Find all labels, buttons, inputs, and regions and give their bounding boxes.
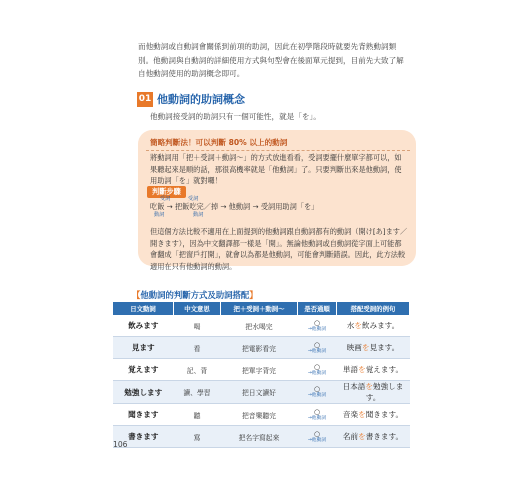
- example-verb: 覚えます。: [365, 365, 404, 374]
- circle-mark: ○: [313, 429, 321, 438]
- header-verb: 日文動詞: [113, 302, 174, 315]
- table-title: 【他動詞的判斷方式及助詞搭配】: [132, 290, 258, 300]
- verb-type-note: →他動詞: [307, 370, 327, 376]
- tip-box-paragraph-1: 將動詞用「把＋受詞＋動詞～」的方式放進看看，受詞要擺什麼單字都可以，如果聽起來是順的話，那很高機率就是「他動詞」了。只要判斷出來是他動詞，使用助詞「を」就對囉！: [150, 153, 402, 186]
- verb-cell: 書きます: [113, 426, 174, 448]
- example-cell: [337, 381, 410, 404]
- header-test: 把＋受詞＋動詞～: [221, 302, 298, 315]
- verb-type-note: →他動詞: [307, 415, 327, 421]
- meaning-cell: 喝: [174, 315, 221, 337]
- test-cell: 把電影看完: [221, 337, 298, 359]
- verb-type-note: →他動詞: [307, 348, 327, 354]
- example-particle: を: [354, 321, 362, 330]
- circle-mark: ○: [313, 340, 321, 349]
- verb-type-note: →他動詞: [307, 393, 327, 398]
- verb-cell: 見ます: [113, 337, 174, 359]
- example-object: 単語: [342, 365, 359, 374]
- section-number-badge: 01: [137, 92, 153, 107]
- natural-cell: [298, 337, 337, 359]
- verb-cell: 聞きます: [113, 404, 174, 426]
- example-cell: [337, 404, 410, 426]
- section-title: 他動詞的助詞概念: [157, 93, 245, 106]
- test-cell: 把名字寫起來: [221, 426, 298, 448]
- example-verb: 飲みます。: [361, 321, 400, 330]
- circle-mark: ○: [313, 385, 321, 393]
- meaning-cell: 讀、學習: [174, 381, 221, 404]
- steps-tag: 判斷步驟: [147, 186, 186, 198]
- meaning-cell: 看: [174, 337, 221, 359]
- table-row: [113, 359, 410, 381]
- verb-table: [113, 302, 410, 448]
- example-particle: を: [358, 410, 366, 419]
- verb-type-note: →他動詞: [307, 326, 327, 332]
- example-cell: [337, 315, 410, 337]
- test-cell: 把音樂聽完: [221, 404, 298, 426]
- example-object: 音楽: [342, 410, 359, 419]
- tip-box-heading: 簡略判斷法！可以判斷 80% 以上的動詞: [150, 138, 288, 147]
- header-example: 搭配受詞的例句: [337, 302, 410, 315]
- natural-cell: [298, 381, 337, 404]
- meaning-cell: 聽: [174, 404, 221, 426]
- flow-label-object-2: 受詞: [188, 196, 199, 202]
- table-row: [113, 404, 410, 426]
- natural-cell: [298, 426, 337, 448]
- verb-cell: 飲みます: [113, 315, 174, 337]
- example-object: 映画: [346, 343, 362, 352]
- example-cell: [337, 426, 410, 448]
- section-description: 他動詞接受詞的助詞只有一個可能性，就是「を」。: [150, 112, 321, 121]
- table-row: [113, 381, 410, 404]
- test-cell: 把水喝完: [221, 315, 298, 337]
- page-number: 106: [113, 440, 128, 449]
- table-title-text: 他動詞的判斷方式及助詞搭配: [140, 290, 250, 300]
- verb-cell: 覚えます: [113, 359, 174, 381]
- test-cell: 把日文讀好: [221, 381, 298, 404]
- test-cell: 把單字背完: [221, 359, 298, 381]
- table-row: [113, 426, 410, 448]
- verb-type-note: →他動詞: [307, 437, 327, 443]
- table-header-row: [113, 302, 410, 315]
- flow-label-verb-2: 動詞: [193, 212, 204, 218]
- header-natural: 是否通順: [298, 302, 337, 315]
- circle-mark: ○: [313, 362, 321, 371]
- meaning-cell: 記、背: [174, 359, 221, 381]
- example-object: 名前: [342, 432, 359, 441]
- circle-mark: ○: [313, 407, 321, 416]
- example-verb: 見ます。: [369, 343, 400, 352]
- tip-box-divider: [146, 150, 410, 151]
- intro-paragraph: 而他動詞或自動詞會關係到前項的助詞，因此在初學階段時就要先背熟動詞類別。他動詞與自動詞的詳細使用方式與句型會在後面單元提到，目前先大致了解自他動詞使用的助詞概念即可。: [138, 42, 404, 79]
- natural-cell: [298, 359, 337, 381]
- example-cell: [337, 337, 410, 359]
- verb-cell: 勉強します: [113, 381, 174, 404]
- table-row: [113, 337, 410, 359]
- example-object: 日本語: [342, 382, 366, 391]
- meaning-cell: 寫: [174, 426, 221, 448]
- flow-label-verb-1: 動詞: [154, 212, 165, 218]
- natural-cell: [298, 404, 337, 426]
- example-particle: を: [358, 365, 366, 374]
- judgement-flow: 吃飯 → 把飯吃完／掉 → 他動詞 → 受詞用助詞「を」: [150, 202, 319, 211]
- example-verb: 書きます。: [365, 432, 404, 441]
- header-meaning: 中文意思: [174, 302, 221, 315]
- example-verb: 勉強します。: [365, 382, 404, 402]
- flow-label-object-1: 受詞: [160, 196, 171, 202]
- example-verb: 聞きます。: [365, 410, 404, 419]
- example-particle: を: [365, 382, 373, 391]
- example-object: 水: [346, 321, 355, 330]
- tip-box-paragraph-2: 但這個方法比較不適用在上面提到的他動詞跟自動詞都有的動詞（開け[あ]ます／開きます），因為中文翻譯都一樣是「開」。無論他動詞或自動詞從字面上可能都會翻成「把窗戶打開」，就會以為都是他動詞，可能會判斷錯誤。因此，此方法較適用在只有他動詞的動詞。: [150, 227, 408, 271]
- example-particle: を: [361, 343, 370, 352]
- natural-cell: [298, 315, 337, 337]
- example-cell: [337, 359, 410, 381]
- table-row: [113, 315, 410, 337]
- circle-mark: ○: [313, 318, 321, 327]
- example-particle: を: [358, 432, 366, 441]
